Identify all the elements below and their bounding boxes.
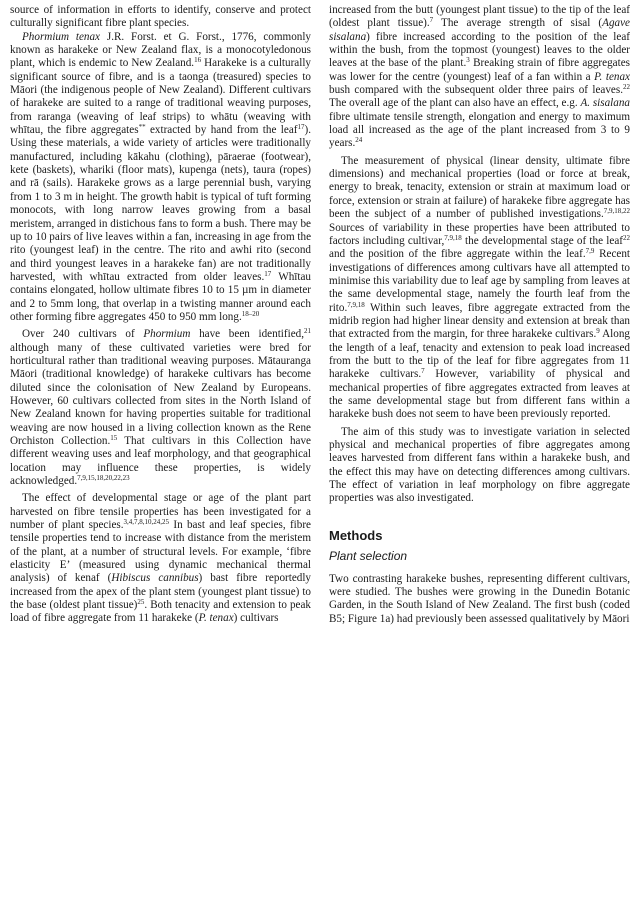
citation-ref: 7: [421, 367, 425, 376]
left-column: [10, 4, 311, 900]
citation-ref: 25: [137, 598, 145, 607]
paragraph: increased from the butt (youngest plant tissue) to the tip of the leaf (oldest plant tissue).$^7$ The average strength of sisal (Agave sisalana) fibre increased according to the position of the leaf within the bush, from the topmost (youngest) leaves to the older leaves at the base of the plant.$^3$ Breaking strain of fibre aggregates was lower for the centre (youngest) leaf of a fan within a P. tenax bush compared with the subsequent older three pairs of leaves.$^{22}$ The overall age of the plant can also have an effect, e.g. A. sisalana fibre ultimate tensile strength, elongation and energy to maximum load all increased as the age of the plant increased from 3 to 9 years.$^{24}$: [329, 4, 630, 150]
citation-ref: 3,4,7,8,10,24,25: [123, 518, 170, 527]
citation-ref: 16: [194, 56, 202, 65]
citation-ref: 7,9,18: [444, 233, 462, 242]
italic-term: A. sisalana: [580, 97, 630, 110]
section-heading: Methods: [329, 527, 383, 543]
citation-ref: 17: [264, 269, 272, 278]
paragraph: The aim of this study was to investigate variation in selected physical and mechanical properties of fibre aggregates among leaves harvested from different fans within a harakeke bush, and the effect this may have on detecting differences among cultivars. The effect of variation in leaf morphology on fibre aggregate properties was also investigated.: [329, 425, 630, 505]
citation-ref: 21: [304, 327, 311, 336]
italic-term: Hibiscus cannibus: [111, 572, 199, 585]
citation-ref: 9: [596, 327, 600, 336]
citation-ref: **: [138, 123, 146, 132]
citation-ref: 7,9: [585, 247, 595, 256]
italic-term: Agave sisalana: [329, 17, 630, 43]
italic-term: P. tenax: [198, 612, 234, 625]
paragraph: Two contrasting harakeke bushes, representing different cultivars, were studied. The bushes were growing in the Dunedin Botanic Garden, in the South Island of New Zealand. The first bush (coded B5; Figure 1a) had previously been assessed qualitatively by Māori: [329, 572, 630, 625]
italic-term: Phormium: [143, 328, 191, 341]
citation-ref: 7,9,18,22: [603, 207, 630, 216]
paragraph: Over 240 cultivars of Phormium have been identified,$^{21}$ although many of these cultivated varieties were bred for horticultural rather than traditional weaving purposes. Mātauranga Māori (traditional knowledge) of harakeke cultivars has become diluted since the colonisation of New Zealand by Europeans. However, 60 cultivars collected from sites in the North Island of New Zealand known for having properties suitable for traditional weaving are now housed in a living collection known as the Rene Orchiston Collection.$^{15}$ That cultivars in this Collection have different weaving uses and leaf morphology, and that geographical location may influence these properties, is widely acknowledged.$^{7,9,15,18,20,22,23}$: [10, 327, 311, 488]
citation-ref: 15: [110, 434, 118, 442]
citation-ref: 22: [623, 233, 630, 242]
citation-ref: 7: [429, 16, 434, 25]
citation-ref: 24: [355, 136, 363, 145]
italic-term: Phormium tenax: [22, 30, 101, 43]
subsection-heading: Plant selection: [329, 548, 408, 563]
citation-ref: 7,9,18: [347, 300, 365, 309]
paragraph: The effect of developmental stage or age of the plant part harvested on fibre tensile properties has been investigated for a number of plant species.$^{3,4,7,8,10,24,25}$ In bast and leaf species, fibre tensile properties tend to increase with distance from the meristem of the plant, at a number of structural levels. For example, ‘fibre elasticity E’ (measured using dynamic mechanical thermal analysis) of kenaf (Hibiscus cannibus) bast fibre reportedly increased from the apex of the plant stem (youngest plant tissue) to the base (oldest plant tissue)$^{25}$. Both tenacity and extension to peak load of fibre aggregate from 11 harakeke (P. tenax) cultivars: [10, 492, 311, 625]
citation-ref: 18–20: [241, 309, 260, 318]
right-column: [329, 4, 630, 900]
paragraph: source of information in efforts to identify, conserve and protect culturally significant fibre plant species.: [10, 4, 311, 30]
paragraph: Phormium tenax J.R. Forst. et G. Forst., 1776, commonly known as harakeke or New Zealand flax, is a monocotyledonous plant, which is endemic to New Zealand.$^{16}$ Harakeke is a culturally significant source of fibre, and is a taonga (treasured) species to Māori (the indigenous people of New Zealand). Different cultivars of harakeke are suited to a range of traditional weaving purposes, from raranga (weaving of leaf strips) to whātu (weaving with whītau, the fibre aggregates** extracted by hand from the leaf$^{17}$). Using these materials, a wide variety of articles were traditionally manufactured, including kākahu (clothing), pāraerae (footwear), kete (baskets), whariki (floor mats), kupenga (nets), taura (ropes) and rā (sails). Harakeke grows as a large perennial bush, varying from 1 to 3 m in height. The growth habit is typical of tuft forming monocots, with long narrow leaves growing from a basal meristem, arranged in distichous fans to form a bush. There may be up to 10 pairs of live leaves within a fan, increasing in age from the rito (youngest leaf) in the centre. The rito and awhi rito (second and third youngest leaves in a harakeke fan) are not traditionally harvested, with whītau extracted from older leaves.$^{17}$ Whītau contains elongated, hollow ultimate fibres 10 to 15 µm in diameter and 2 to 5mm long, that overlap in a twisting manner around each other forming fibre aggregates 450 to 950 mm long.$^{18-20}$: [10, 30, 312, 323]
italic-term: P. tenax: [594, 70, 630, 83]
citation-ref: 3: [466, 56, 470, 65]
citation-ref: 17: [297, 123, 305, 132]
paragraph: The measurement of physical (linear density, ultimate fibre dimensions) and mechanical properties (load or force at break, energy to break, tenacity, extension or strain at maximum load or force, extension or strain at failure) of harakeke fibre aggregate has been the subject of a number of published investigations.$^{7,9,18,22}$ Sources of variability in these properties have been attributed to factors including cultivar,$^{7,9,18}$ the developmental stage of the leaf$^{22}$ and the position of the fibre aggregate within the leaf.$^{7,9}$ Recent investigations of differences among cultivars have all attempted to minimise this variability due to leaf age by sampling from leaves at the same developmental stage, namely the fourth leaf from the rito.$^{7,9,18}$ Within such leaves, fibre aggregate extracted from the midrib region had higher linear density and extension at break than that extracted from the margin, for three harakeke cultivars.$^9$ Along the length of a leaf, tenacity and extension to peak load increased from the butt to the tip of the leaf for fibre aggregates from 11 harakeke cultivars.$^7$ However, variability of physical and mechanical properties of fibre aggregates extracted from leaves at the same developmental stage but from different fans within a harakeke bush does not seem to have been previously reported.: [329, 154, 631, 421]
citation-ref: 22: [623, 83, 630, 92]
citation-ref: 7,9,15,18,20,22,23: [77, 474, 130, 483]
